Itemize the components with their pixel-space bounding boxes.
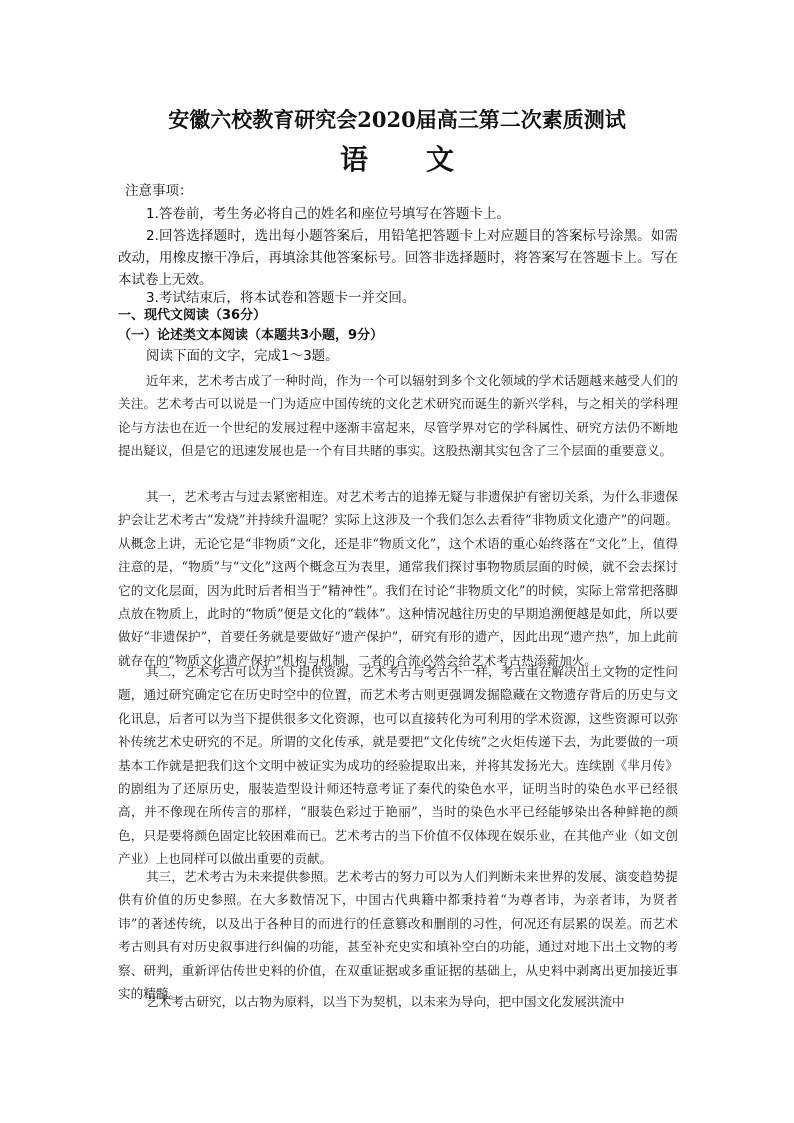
- section-heading: 一、现代文阅读（36分）: [118, 308, 267, 323]
- subject-title: 语文: [339, 143, 512, 176]
- exam-title: 安徽六校教育研究会2020届高三第二次素质测试: [168, 107, 626, 132]
- article-paragraph: 其一，艺术考古与过去紧密相连。对艺术考古的追捧无疑与非遗保护有密切关系，为什么非遗保护会让艺术考古“发烧”并持续升温呢？实际上这涉及一个我们怎么去看待“非物质文化遗产”的问题。从概念上讲，无论它是“非物质”文化，还是非“物质文化”，这个术语的重心始终落在“文化”上，值得注意的是，“物质”与“文化”这两个概念互为表里，通常我们探讨事物物质层面的时候，就不会去探讨它的文化层面，因为此时后者相当于“精神性”。我们在讨论“非物质文化”的时候，实际上常常把落脚点放在物质上，此时的“物质”便是文化的“载体”。这种情况越往历史的早期追溯便越是如此，所以要做好“非遗保护”，首要任务就是要做好“遗产保护”，研究有形的遗产，因此出现“遗产热”，加上此前就存在的“物质文化遗产保护”机构与机制，二者的合流必然会给艺术考古热添薪加火。: [118, 489, 678, 668]
- notice-item-2: 2.回答选择题时，选出每小题答案后，用铅笔把答题卡上对应题目的答案标号涂黑。如需改动，用橡皮擦干净后，再填涂其他答案标号。回答非选择题时，将答案写在答题卡上。写在本试卷上无效。: [118, 228, 678, 288]
- section-subheading: （一）论述类文本阅读（本题共3小题，9分）: [118, 328, 384, 343]
- article-paragraph: 其三，艺术考古为未来提供参照。艺术考古的努力可以为人们判断未来世界的发展、演变趋势提供有价值的历史参照。在大多数情况下，中国古代典籍中都秉持着“为尊者讳，为亲者讳，为贤者讳”的著述传统，以及出于各种目的而进行的任意篡改和删削的习性，何况还有层累的误差。而艺术考古则具有对历史叙事进行纠偏的功能，甚至补充史实和填补空白的功能，通过对地下出土文物的考察、研判，重新评估传世史料的价值，在双重证据或多重证据的基础上，从史料中剥离出更加接近事实的精髓。: [118, 869, 678, 1002]
- notice-heading: 注意事项：: [125, 183, 193, 199]
- article-paragraph: 艺术考古研究，以古物为原料，以当下为契机，以未来为导向，把中国文化发展洪流中: [146, 994, 625, 1009]
- notice-item-1: 1.答卷前，考生务必将自己的姓名和座位号填写在答题卡上。: [146, 206, 510, 222]
- notice-item-3: 3.考试结束后，将本试卷和答题卡一并交回。: [146, 290, 416, 306]
- reading-instruction: 阅读下面的文字，完成1～3题。: [146, 348, 339, 364]
- article-paragraph: 近年来，艺术考古成了一种时尚，作为一个可以辐射到多个文化领域的学术话题越来越受人们的关注。艺术考古可以说是一门为适应中国传统的文化艺术研究而诞生的新兴学科，与之相关的学科理论与方法也在近一个世纪的发展过程中逐渐丰富起来，尽管学界对它的学科属性、研究方法仍不断地提出疑议，但是它的迅速发展也是一个有目共睹的事实。这股热潮其实包含了三个层面的重要意义。: [118, 373, 678, 459]
- article-paragraph: 其二，艺术考古可以为当下提供资源。艺术考古与考古不一样，考古重在解决出土文物的定性问题，通过研究确定它在历史时空中的位置，而艺术考古则更强调发掘隐藏在文物遗存背后的历史与文化讯息，后者可以为当下提供很多文化资源，也可以直接转化为可利用的学术资源，这些资源可以弥补传统艺术史研究的不足。所谓的文化传承，就是要把“文化传统”之火炬传递下去，为此要做的一项基本工作就是把我们这个文明中被证实为成功的经验提取出来，并将其发扬光大。连续剧《芈月传》的剧组为了还原历史，服装造型设计师还特意考证了秦代的染色水平，证明当时的染色水平已经很高，并不像现在所传言的那样，“服装色彩过于艳丽”，当时的染色水平已经能够染出各种鲜艳的颜色，只是要将颜色固定比较困难而已。艺术考古的当下价值不仅体现在娱乐业，在其他产业（如文创产业）上也同样可以做出重要的贡献。: [118, 664, 678, 867]
